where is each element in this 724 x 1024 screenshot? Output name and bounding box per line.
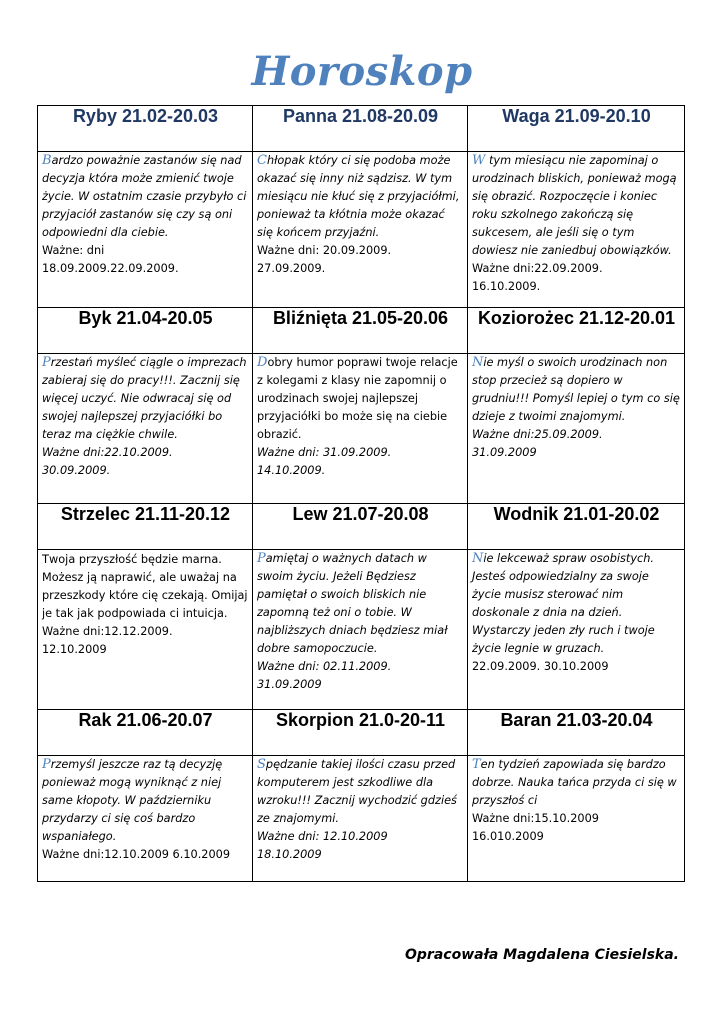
sign-text-rak: [38, 756, 253, 882]
forecast-text: ie myśl o swoich urodzinach non stop przecież są dopiero w grudniu!!! Pomyśl lepiej o tym co się dzieje z twoimi znajomymi.: [472, 356, 680, 423]
important-dates: Ważne dni:22.09.2009. 16.10.2009.: [472, 262, 603, 293]
drop-cap: N: [472, 355, 484, 370]
important-dates: Ważne dni:22.10.2009. 30.09.2009.: [42, 446, 173, 477]
important-dates: Ważne dni:12.10.2009 6.10.2009: [42, 848, 231, 861]
sign-text-lew: [253, 550, 468, 710]
sign-text-wodnik: [468, 550, 685, 710]
sign-header-panna: Panna 21.08-20.09: [253, 106, 468, 152]
sign-header-rak: Rak 21.06-20.07: [38, 710, 253, 756]
drop-cap: T: [472, 757, 481, 772]
important-dates: Ważne dni: 20.09.2009. 27.09.2009.: [257, 244, 392, 275]
forecast-text: ardzo poważnie zastanów się nad decyzja która może zmienić twoje życie. W ostatnim czasie przybyło ci przyjaciół zastanów się czy są oni odpowiedni dla ciebie.: [42, 154, 247, 239]
sign-header-lew: Lew 21.07-20.08: [253, 504, 468, 550]
sign-text-koziorozec: [468, 354, 685, 504]
sign-text-blizneta: [253, 354, 468, 504]
drop-cap: P: [42, 355, 51, 370]
important-dates: Ważne dni:15.10.2009 16.010.2009: [472, 812, 599, 843]
drop-cap: P: [257, 551, 266, 566]
forecast-text: en tydzień zapowiada się bardzo dobrze. Nauka tańca przyda ci się w przyszłoś ci: [472, 758, 677, 807]
sign-header-baran: Baran 21.03-20.04: [468, 710, 685, 756]
forecast-text: rzemyśl jeszcze raz tą decyzję ponieważ mogą wyniknąć z niej same kłopoty. W październiku przydarzy ci się coś bardzo wspaniałego.: [42, 758, 223, 843]
sign-header-byk: Byk 21.04-20.05: [38, 308, 253, 354]
forecast-text: pędzanie takiej ilości czasu przed komputerem jest szkodliwe dla wzroku!!! Zacznij wychodzić gdzieś ze znajomymi.: [257, 758, 457, 825]
sign-text-row: [38, 550, 685, 710]
forecast-text: tym miesiącu nie zapominaj o urodzinach bliskich, ponieważ mogą się obrazić. Rozpoczęcie i koniec roku szkolnego zakończą się sukcesem, ale jeśli się o tym dowiesz nie zaniedbuj obowiązków.: [472, 154, 677, 257]
sign-text-byk: [38, 354, 253, 504]
forecast-text: rzestań myśleć ciągle o imprezach zabieraj się do pracy!!!. Zacznij się więcej uczyć. Nie odwracaj się od swojej najlepszej przyjaciółki bo teraz ma ciężkie chwile.: [42, 356, 247, 441]
drop-cap: D: [257, 355, 268, 370]
drop-cap: C: [257, 153, 267, 168]
drop-cap: T: [42, 552, 50, 566]
important-dates: Ważne dni: 02.11.2009. 31.09.2009: [257, 660, 392, 691]
important-dates: Ważne dni:12.12.2009. 12.10.2009: [42, 625, 173, 656]
sign-text-skorpion: [253, 756, 468, 882]
sign-text-ryby: [38, 152, 253, 308]
horoscope-table: [37, 105, 685, 882]
important-dates: Ważne: dni 18.09.2009.22.09.2009.: [42, 244, 179, 275]
sign-header-wodnik: Wodnik 21.01-20.02: [468, 504, 685, 550]
sign-header-blizneta: Bliźnięta 21.05-20.06: [253, 308, 468, 354]
sign-header-skorpion: Skorpion 21.0-20-11: [253, 710, 468, 756]
sign-header-row: [38, 504, 685, 550]
forecast-text: obry humor poprawi twoje relacje z kolegami z klasy nie zapomnij o urodzinach swojej najlepszej przyjaciółki bo może się na ciebie obrazić.: [257, 356, 458, 441]
forecast-text: amiętaj o ważnych datach w swoim życiu. Jeżeli Będziesz pamiętał o swoich bliskich nie zapomną też oni o tobie. W najbliższych dniach będziesz miał dobre samopoczucie.: [257, 552, 448, 655]
drop-cap: N: [472, 551, 484, 566]
sign-header-ryby: Ryby 21.02-20.03: [38, 106, 253, 152]
important-dates: Ważne dni: 12.10.2009 18.10.2009: [257, 830, 388, 861]
sign-header-waga: Waga 21.09-20.10: [468, 106, 685, 152]
sign-header-row: [38, 308, 685, 354]
sign-text-row: [38, 152, 685, 308]
drop-cap: W: [472, 153, 486, 168]
important-dates: 22.09.2009. 30.10.2009: [472, 660, 609, 673]
sign-text-waga: [468, 152, 685, 308]
page-title: Horoskop: [251, 48, 473, 95]
sign-text-panna: [253, 152, 468, 308]
author-credit: Opracowała Magdalena Ciesielska.: [405, 947, 679, 963]
forecast-text: woja przyszłość będzie marna. Możesz ją naprawić, ale uważaj na przeszkody które cię czekają. Omijaj je tak jak podpowiada ci intuicja.: [42, 553, 248, 620]
sign-text-row: [38, 354, 685, 504]
drop-cap: B: [42, 153, 52, 168]
drop-cap: S: [257, 757, 266, 772]
sign-header-koziorozec: Koziorożec 21.12-20.01: [468, 308, 685, 354]
forecast-text: hłopak który ci się podoba może okazać się inny niż sądzisz. W tym miesiącu nie kłuć się z przyjaciółmi, ponieważ ta kłótnia może okazać się końcem przyjaźni.: [257, 154, 460, 239]
sign-text-row: [38, 756, 685, 882]
sign-text-baran: [468, 756, 685, 882]
drop-cap: P: [42, 757, 51, 772]
sign-header-row: [38, 106, 685, 152]
sign-text-strzelec: [38, 550, 253, 710]
important-dates: Ważne dni: 31.09.2009. 14.10.2009.: [257, 446, 392, 477]
sign-header-row: [38, 710, 685, 756]
forecast-text: ie lekceważ spraw osobistych. Jesteś odpowiedzialny za swoje życie musisz sterować nim doskonale z dnia na dzień. Wystarczy jeden zły ruch i twoje życie legnie w gruzach.: [472, 552, 655, 655]
important-dates: Ważne dni:25.09.2009. 31.09.2009: [472, 428, 603, 459]
sign-header-strzelec: Strzelec 21.11-20.12: [38, 504, 253, 550]
